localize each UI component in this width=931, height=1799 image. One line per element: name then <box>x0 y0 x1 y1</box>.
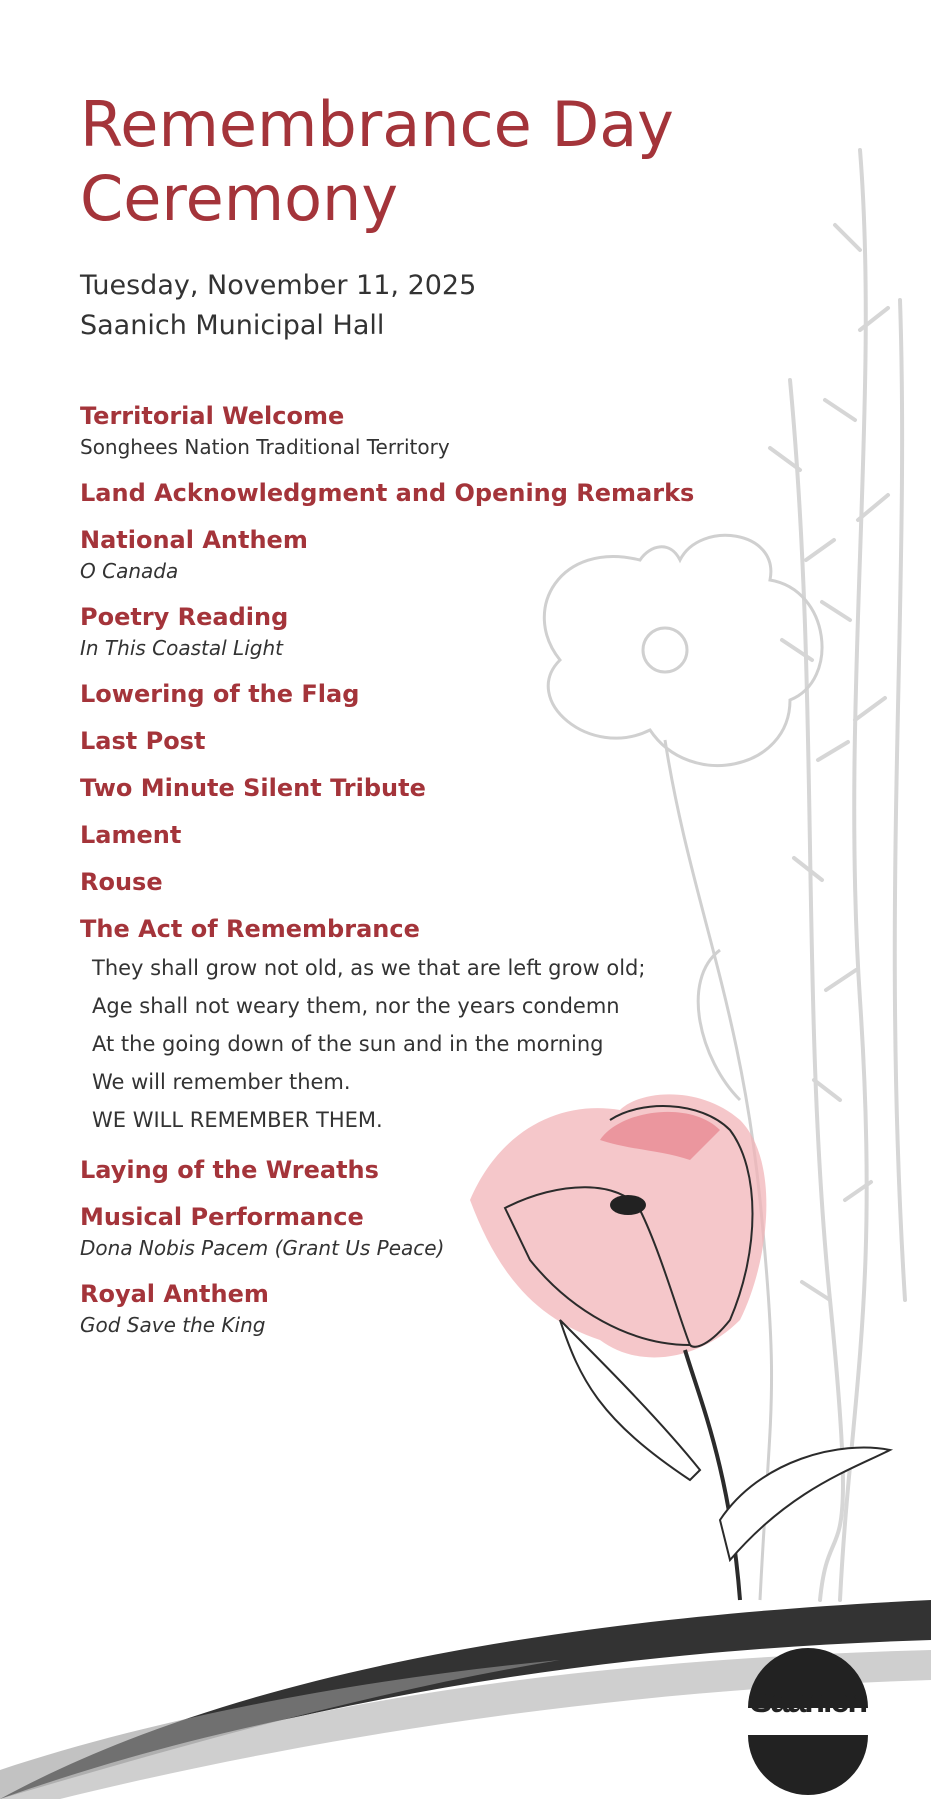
program-item <box>80 866 720 898</box>
program-item-heading: Poetry Reading <box>80 603 289 631</box>
program-item-subtitle: In This Coastal Light <box>80 636 283 660</box>
program-item-subtitle: Songhees Nation Traditional Territory <box>80 435 450 459</box>
program-item <box>80 772 720 804</box>
act-of-remembrance-poem <box>92 949 720 1139</box>
program-item <box>80 477 720 509</box>
program-item-heading: The Act of Remembrance <box>80 915 420 943</box>
program-item-heading: Two Minute Silent Tribute <box>80 774 426 802</box>
program-item-heading: Lament <box>80 821 182 849</box>
poem-line: WE WILL REMEMBER THEM. <box>92 1108 383 1132</box>
poem-line: At the going down of the sun and in the morning <box>92 1032 604 1056</box>
program-item <box>80 1201 720 1263</box>
program-list <box>80 400 720 1355</box>
program-item-heading: Territorial Welcome <box>80 402 345 430</box>
program-item-heading: Last Post <box>80 727 206 755</box>
program-item-subtitle: O Canada <box>80 559 179 583</box>
saanich-logo-text: Saanich <box>749 1682 867 1720</box>
program-item <box>80 1154 720 1186</box>
program-item <box>80 913 720 1139</box>
program-item <box>80 1278 720 1340</box>
program-item <box>80 819 720 851</box>
event-date: Tuesday, November 11, 2025 <box>80 270 477 301</box>
program-item-heading: Musical Performance <box>80 1203 364 1231</box>
poem-line: They shall grow not old, as we that are left grow old; <box>92 956 646 980</box>
program-item-subtitle: Dona Nobis Pacem (Grant Us Peace) <box>80 1236 445 1260</box>
program-item <box>80 400 720 462</box>
program-item-heading: Laying of the Wreaths <box>80 1156 379 1184</box>
poem-line: Age shall not weary them, nor the years condemn <box>92 994 620 1018</box>
program-item-heading: Royal Anthem <box>80 1280 269 1308</box>
grey-stems-icon <box>770 150 905 1600</box>
poem-line: We will remember them. <box>92 1070 351 1094</box>
page-title: Remembrance Day Ceremony <box>80 88 674 235</box>
program-item <box>80 725 720 757</box>
program-item-heading: Rouse <box>80 868 163 896</box>
program-item <box>80 678 720 710</box>
program-item-heading: Land Acknowledgment and Opening Remarks <box>80 479 695 507</box>
program-item-heading: National Anthem <box>80 526 308 554</box>
program-item <box>80 524 720 586</box>
event-venue: Saanich Municipal Hall <box>80 310 385 341</box>
program-item-heading: Lowering of the Flag <box>80 680 360 708</box>
saanich-logo-icon <box>748 1648 868 1795</box>
program-item <box>80 601 720 663</box>
program-item-subtitle: God Save the King <box>80 1313 266 1337</box>
